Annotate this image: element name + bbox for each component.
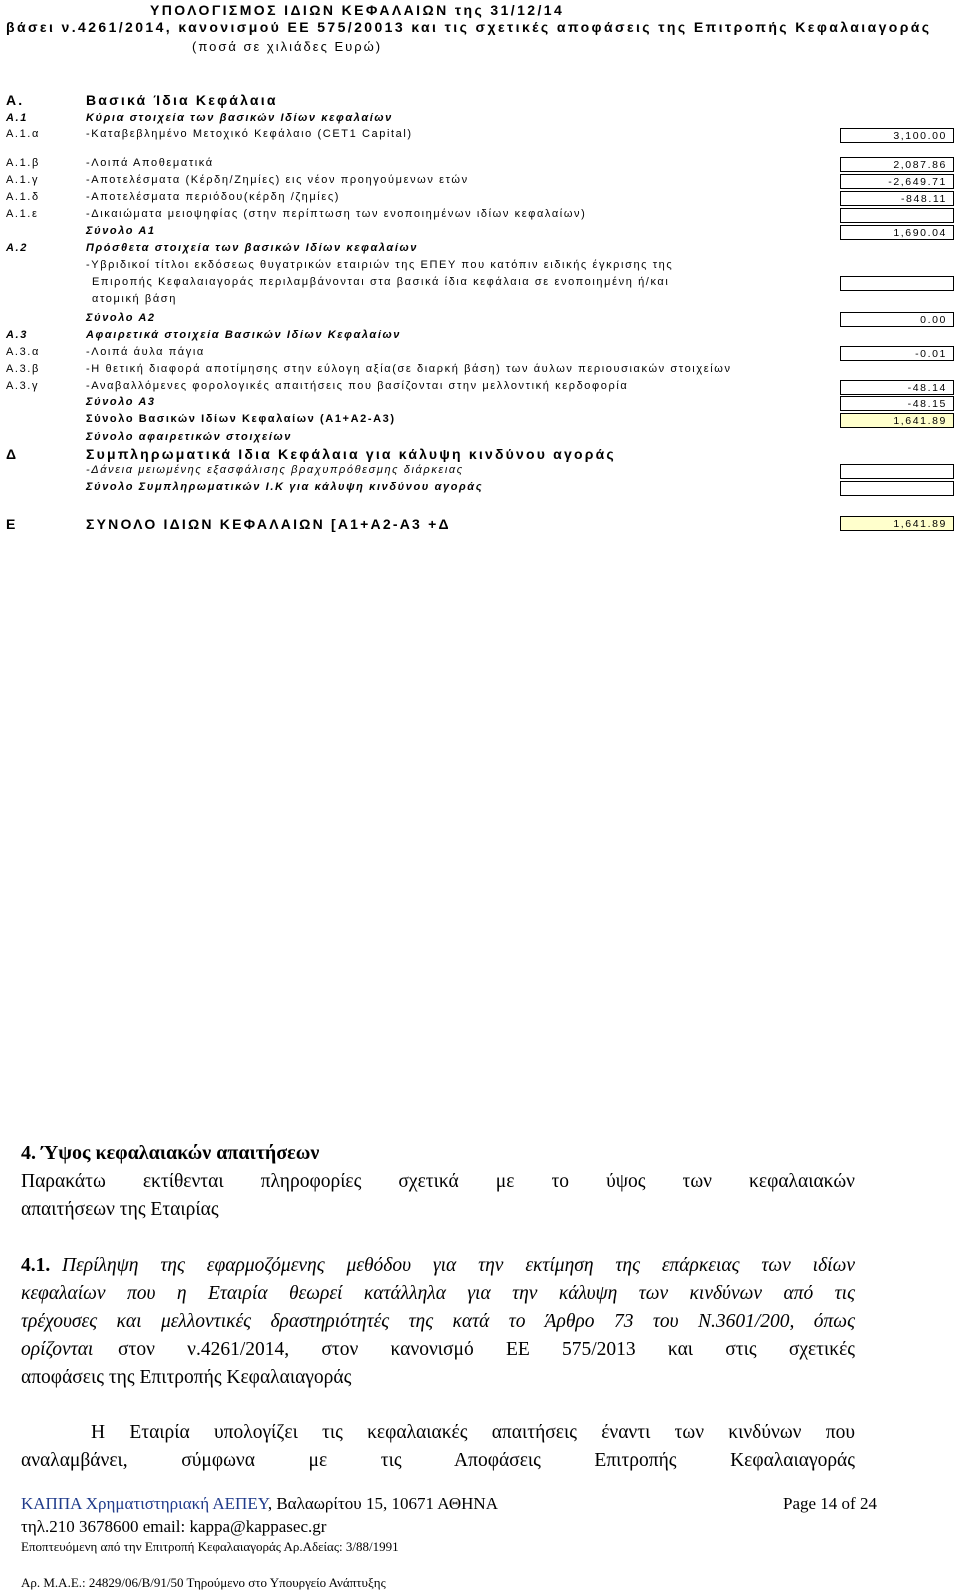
table-row: Α.1.β -Λοιπά Αποθεματικά 2,087.86: [0, 157, 960, 174]
table-row: Α.1.γ -Αποτελέσματα (Κέρδη/Ζημίες) εις νέον προηγούμενων ετών -2,649.71: [0, 174, 960, 191]
value-cell: -848.11: [840, 191, 954, 206]
grand-total-row: Ε ΣΥΝΟΛΟ ΙΔΙΩΝ ΚΕΦΑΛΑΙΩΝ [Α1+Α2-Α3 +Δ 1,641.89: [0, 516, 960, 533]
value-cell: [840, 276, 954, 291]
value-cell: -2,649.71: [840, 174, 954, 189]
footer-company: ΚΑΠΠΑ Χρηματιστηριακή ΑΕΠΕΥ: [21, 1494, 268, 1513]
table-row: -Υβριδικοί τίτλοι εκδόσεως θυγατρικών εταιριών της ΕΠΕΥ που κατόπιν ειδικής έγκρισης της: [86, 259, 674, 271]
subtotal-row: Σύνολο Α3 -48.15: [0, 396, 960, 413]
value-cell: [840, 208, 954, 223]
footer-address: , Βαλαωρίτου 15, 10671 ΑΘΗΝΑ: [267, 1494, 498, 1513]
paragraph-line: Παρακάτω εκτίθενται πληροφορίες σχετικά με το ύψος των κεφαλαιακών: [21, 1171, 855, 1192]
subsection-title-line: ορίζονται: [21, 1339, 94, 1360]
section-d-heading: Δ Συμπληρωματικά Ιδια Κεφάλαια για κάλυψη κινδύνου αγοράς: [6, 446, 616, 462]
section-a-heading: Α. Βασικά Ίδια Κεφάλαια: [6, 92, 278, 108]
report-title: ΥΠΟΛΟΓΙΣΜΟΣ ΙΔΙΩΝ ΚΕΦΑΛΑΙΩΝ της 31/12/14: [150, 2, 565, 18]
table-row: Α.3.α -Λοιπά άυλα πάγια -0.01: [0, 346, 960, 363]
table-row: Α.3.β -Η θετική διαφορά αποτίμησης στην εύλογη αξία(σε διαρκή βάση) των άυλων περιουσιακών στοιχείων: [6, 363, 732, 375]
table-row: Α.1.δ -Αποτελέσματα περιόδου(κέρδη /ζημίες) -848.11: [0, 191, 960, 208]
value-cell: -48.15: [840, 396, 954, 411]
subsection-title-line: αποφάσεις της Επιτροπής Κεφαλαιαγοράς: [21, 1367, 352, 1388]
section-a3-heading: Α.3 Αφαιρετικά στοιχεία Βασικών Ιδίων Κεφαλαίων: [6, 329, 402, 341]
value-cell: -0.01: [840, 346, 954, 361]
units-note: (ποσά σε χιλιάδες Ευρώ): [192, 39, 383, 54]
section-heading: 4. Ύψος κεφαλαιακών απαιτήσεων: [21, 1142, 320, 1164]
subsection-title-line: τρέχουσες και μελλοντικές δραστηριότητές της κατά το Άρθρο 73 του Ν.3601/200, όπως: [21, 1311, 855, 1332]
table-row: ατομική βάση: [92, 293, 177, 305]
value-cell: 2,087.86: [840, 157, 954, 172]
section-a2-heading: Α.2 Πρόσθετα στοιχεία των βασικών Ιδίων κεφαλαίων: [6, 242, 418, 254]
paragraph-line: αναλαμβάνει, σύμφωνα με τις Αποφάσεις Επιτροπής Κεφαλαιαγοράς: [21, 1450, 855, 1471]
report-subtitle: βάσει ν.4261/2014, κανονισμού ΕΕ 575/20013 και τις σχετικές αποφάσεις της Επιτροπής Κεφαλαιαγοράς: [6, 19, 932, 35]
value-cell: [840, 481, 954, 496]
footer-contact: τηλ.210 3678600 email: kappa@kappasec.gr: [21, 1517, 327, 1536]
subsection-title-line: Περίληψη της εφαρμοζόμενης μεθόδου για την εκτίμηση της επάρκειας των ιδίων: [62, 1255, 855, 1276]
table-row: Α.1.α -Καταβεβλημένο Μετοχικό Κεφάλαιο (CET1 Capital) 3,100.00: [0, 128, 960, 145]
subtotal-row: Σύνολο Α2 0.00: [0, 312, 960, 329]
subsection-title-line: κεφαλαίων που η Εταιρία θεωρεί κατάλληλα για την κάλυψη των κινδύνων από τις: [21, 1283, 855, 1304]
table-row: -Δάνεια μειωμένης εξασφάλισης βραχυπρόθεσμης διάρκειας: [0, 464, 960, 481]
table-row: Α.1.ε -Δικαιώματα μειοψηφίας (στην περίπτωση των ενοποιημένων ιδίων κεφαλαίων): [0, 208, 960, 225]
value-cell: 3,100.00: [840, 128, 954, 143]
value-cell: 1,641.89: [840, 516, 954, 531]
footer-license: Εποπτευόμενη από την Επιτροπή Κεφαλαιαγοράς Αρ.Αδείας: 3/88/1991: [21, 1539, 399, 1554]
subtotal-row: Σύνολο Βασικών Ιδίων Κεφαλαίων (Α1+Α2-Α3) 1,641.89: [0, 413, 960, 430]
subtotal-row: Σύνολο Α1 1,690.04: [0, 225, 960, 242]
value-cell: 1,690.04: [840, 225, 954, 240]
paragraph-line: απαιτήσεων της Εταιρίας: [21, 1199, 219, 1220]
value-cell: -48.14: [840, 380, 954, 395]
subsection-number: 4.1.: [21, 1255, 51, 1276]
section-a1-heading: Α.1 Κύρια στοιχεία των βασικών Ιδίων κεφαλαίων: [6, 112, 393, 124]
value-cell: [840, 464, 954, 479]
subtotal-row: Σύνολο αφαιρετικών στοιχείων: [86, 431, 292, 443]
footer-registry: Αρ. Μ.Α.Ε.: 24829/06/Β/91/50 Τηρούμενο στο Υπουργείο Ανάπτυξης: [21, 1575, 386, 1590]
table-row: Επιροπής Κεφαλαιαγοράς περιλαμβάνονται στα βασικά ίδια κεφάλαια σε ενοποιημένη ή/και: [0, 276, 960, 293]
table-row: Α.3.γ -Αναβαλλόμενες φορολογικές απαιτήσεις που βασίζονται στην μελλοντική κερδοφορία -48.14: [0, 380, 960, 397]
subtotal-row: Σύνολο Συμπληρωματικών Ι.Κ για κάλυψη κινδύνου αγοράς: [0, 481, 960, 498]
paragraph-line: Η Εταιρία υπολογίζει τις κεφαλαιακές απαιτήσεις έναντι των κινδύνων που: [91, 1422, 855, 1443]
subsection-title-line: στον ν.4261/2014, στον κανονισμό ΕΕ 575/2013 και στις σχετικές: [118, 1339, 855, 1360]
value-cell: 1,641.89: [840, 413, 954, 428]
footer-company-line: [21, 1494, 498, 1514]
value-cell: 0.00: [840, 312, 954, 327]
page-number: Page 14 of 24: [783, 1494, 877, 1513]
